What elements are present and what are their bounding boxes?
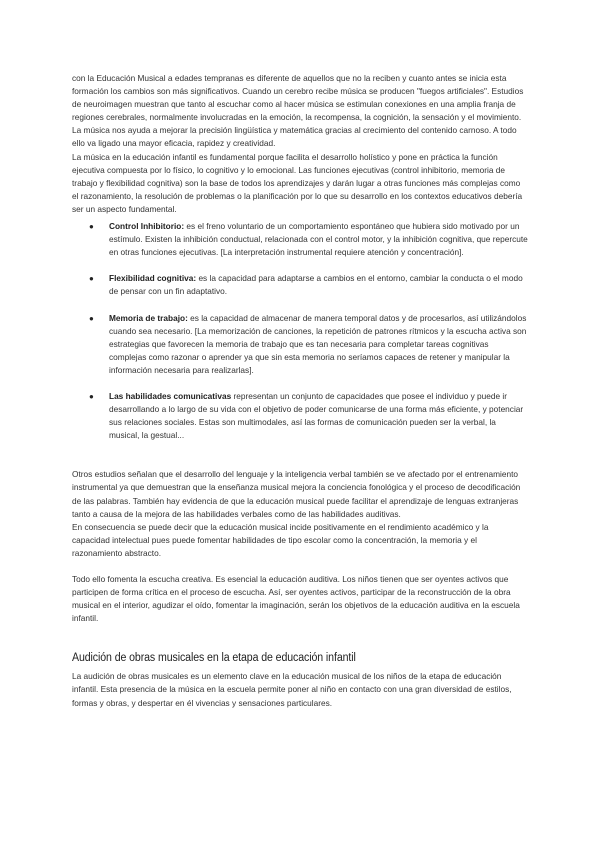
- paragraph-listening-works: La audición de obras musicales es un elemento clave en la educación musical de los niños de la etapa de educación infantil. Esta presencia de la música en la escuela permite poner al niño en contacto con una gran diversidad de estilos, formas y obras, y despertar en él vivencias y sensaciones particulares.: [72, 671, 512, 708]
- paragraph-executive-functions: La música en la educación infantil es fundamental porque facilita el desarrollo holístico y pone en práctica la función ejecutiva compuesta por lo físico, lo cognitivo y lo emocional. Las funciones ejecutivas (control inhibitorio, memoria de trabajo y flexibilidad cognitiva) son la base de todos los aprendizajes y darán lugar a otras funciones más complejas como el razonamiento, la resolución de problemas o la planificación por lo que su desarrollo en los contextos educativos debería ser un aspecto fundamental.: [72, 151, 523, 214]
- list-item-text: representan un conjunto de capacidades que posee el individuo y puede ir desarrollando a lo largo de su vida con el objetivo de poder comunicarse de una forma más eficiente, y potenciar sus relaciones sociales. Estas son multimodales, así las formas de comunicación pueden ser la verbal, la musical, la gestual...: [109, 390, 524, 441]
- list-item: [72, 220, 528, 259]
- bullet-icon: ●: [89, 313, 94, 323]
- paragraph-language: Otros estudios señalan que el desarrollo del lenguaje y la inteligencia verbal también se ve afectado por el entrenamiento instrumental ya que demuestran que la enseñanza musical mejora la conciencia fonológica y el proceso de decodificación de las palabras. También hay evidencia de que la educación musical puede facilitar el aprendizaje de lenguas extranjeras tanto a causa de la mejora de las habilidades verbales como de las habilidades auditivas.: [72, 469, 521, 519]
- bullet-icon: ●: [89, 274, 94, 284]
- list-item: [72, 312, 528, 377]
- list-item-term: Flexibilidad cognitiva:: [109, 273, 197, 284]
- spacer: [72, 560, 528, 573]
- section-heading: Audición de obras musicales en la etapa de educación infantil: [72, 652, 356, 665]
- list-item-term: Control Inhibitorio:: [109, 221, 185, 232]
- list-item-term: Memoria de trabajo:: [109, 312, 188, 323]
- list-item-text: es el freno voluntario de un comportamiento espontáneo que hubiera sido motivado por un estímulo. Existen la inhibición conductual, relacionada con el control motor, y la inhibición cognitiva, que repercute en otras funciones ejecutivas. [La interpretación instrumental requiere atención y concentración].: [109, 221, 528, 258]
- executive-functions-list: [72, 220, 528, 442]
- list-item-text: es la capacidad de almacenar de manera temporal datos y de procesarlos, así utilizándolos cuando sea necesario. [La memorización de canciones, la repetición de patrones rítmicos y la escucha activa son estrategias que favorecen la memoria de trabajo que es tan necesaria para completar tareas cognitivas complejas como razonar o aprender ya que sin esta memoria no seríamos capaces de retener y manipular la información necesaria para realizarlas].: [109, 312, 527, 375]
- paragraph-neuro: con la Educación Musical a edades tempranas es diferente de aquellos que no la reciben y cuanto antes se inicia esta formación los cambios son más significativos. Cuando un cerebro recibe música se producen "fuegos artificiales". Estudios de neuroimagen muestran que tanto al escuchar como al hacer música se estimulan conexiones en una amplia franja de regiones cerebrales, normalmente involucradas en la emoción, la recompensa, la cognición, la sensación y el movimiento. La música nos ayuda a mejorar la precisión lingüística y matemática gracias al crecimiento del contenido carnoso. A todo ello va ligado una mayor eficacia, rapidez y creatividad.: [72, 73, 524, 149]
- list-item-text: es la capacidad para adaptarse a cambios en el entorno, cambiar la conducta o el modo de pensar con un fin adaptativo.: [109, 273, 523, 297]
- bullet-icon: ●: [89, 391, 94, 401]
- paragraph-consequence: En consecuencia se puede decir que la educación musical incide positivamente en el rendimiento académico y la capacidad intelectual pues puede fomentar habilidades de tipo escolar como la concentración, la memoria y el razonamiento abstracto.: [72, 521, 489, 558]
- list-item: [72, 272, 528, 298]
- spacer: [72, 455, 528, 468]
- spacer: [72, 625, 528, 651]
- document-page: [72, 72, 528, 710]
- bullet-icon: ●: [89, 222, 94, 232]
- list-item-term: Las habilidades comunicativas: [109, 390, 232, 401]
- list-item: [72, 390, 528, 442]
- paragraph-creative-listening: Todo ello fomenta la escucha creativa. Es esencial la educación auditiva. Los niños tienen que ser oyentes activos que participen de forma crítica en el proceso de escucha. Así, ser oyentes activos, participar de la reconstrucción de la obra musical en el interior, agudizar el oído, fomentar la imaginación, serán los objetivos de la educación auditiva en la escuela infantil.: [72, 574, 520, 624]
